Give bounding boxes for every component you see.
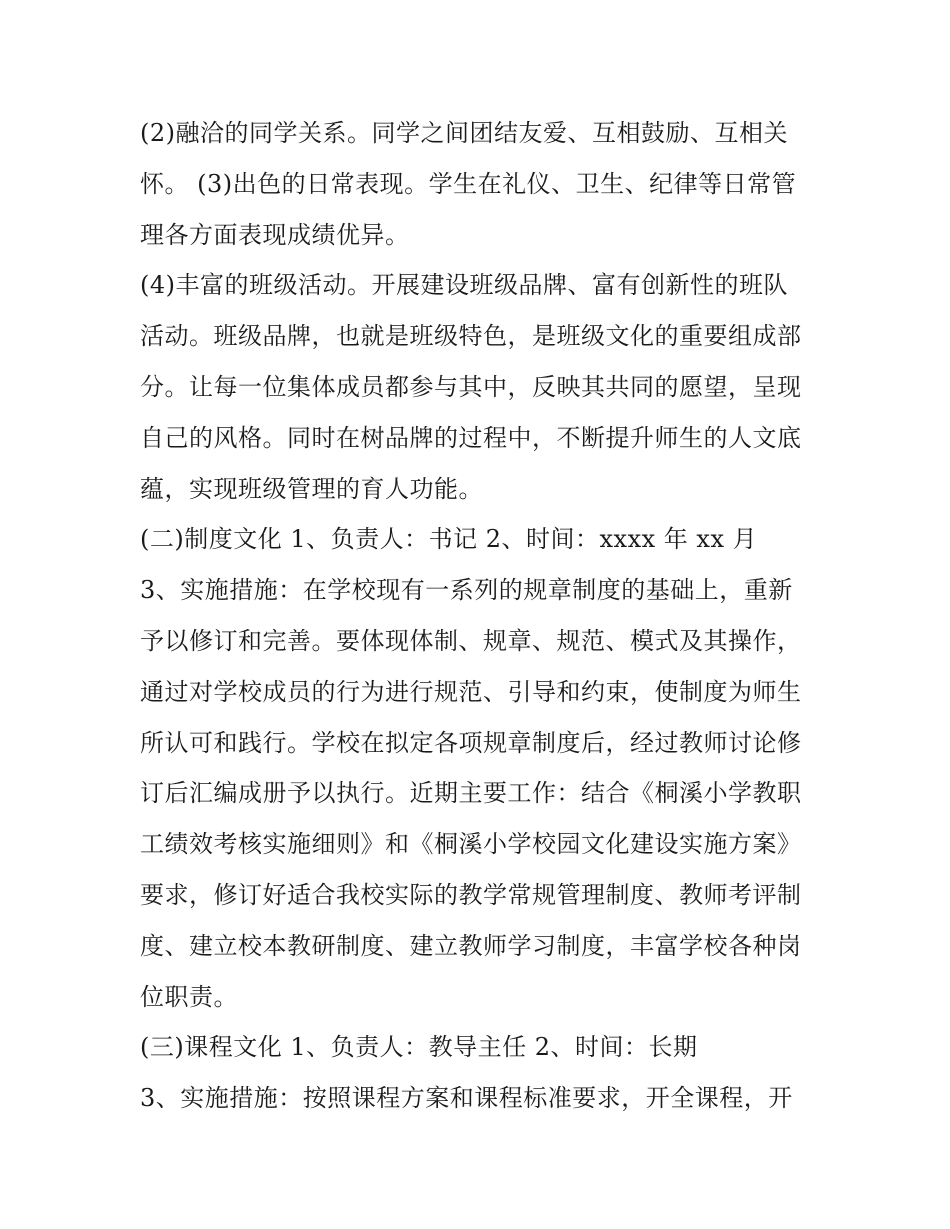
text-line: 予以修订和完善。要体现体制、规章、规范、模式及其操作， <box>140 626 802 655</box>
text-line: 怀。 (3)出色的日常表现。学生在礼仪、卫生、纪律等日常管 <box>140 169 797 198</box>
section-heading: (二)制度文化 1、负责人：书记 2、时间：xxxx 年 xx 月 <box>140 525 758 554</box>
text-line: 工绩效考核实施细则》和《桐溪小学校园文化建设实施方案》 <box>140 830 802 859</box>
text-line: 蕴，实现班级管理的育人功能。 <box>140 474 483 503</box>
text-line: 活动。班级品牌，也就是班级特色，是班级文化的重要组成部 <box>140 322 802 351</box>
text-line: 位职责。 <box>140 982 238 1011</box>
text-line: 度、建立校本教研制度、建立教师学习制度，丰富学校各种岗 <box>140 931 802 960</box>
text-line: (2)融洽的同学关系。同学之间团结友爱、互相鼓励、互相关 <box>140 119 788 147</box>
text-line: 理各方面表现成绩优异。 <box>140 220 410 249</box>
document-body <box>140 108 820 1124</box>
text-line: 3、实施措施：在学校现有一系列的规章制度的基础上，重新 <box>140 576 793 605</box>
text-line: 要求，修订好适合我校实际的教学常规管理制度、教师考评制 <box>140 880 802 909</box>
text-line: 通过对学校成员的行为进行规范、引导和约束，使制度为师生 <box>140 677 802 706</box>
text-line: 订后汇编成册予以执行。近期主要工作：结合《桐溪小学教职 <box>140 779 802 808</box>
section-heading: (三)课程文化 1、负责人：教导主任 2、时间：长期 <box>140 1033 698 1062</box>
text-line: (4)丰富的班级活动。开展建设班级品牌、富有创新性的班队 <box>140 271 788 300</box>
text-line: 3、实施措施：按照课程方案和课程标准要求，开全课程，开 <box>140 1084 793 1113</box>
text-line: 自己的风格。同时在树品牌的过程中，不断提升师生的人文底 <box>140 423 802 452</box>
text-line: 分。让每一位集体成员都参与其中，反映其共同的愿望，呈现 <box>140 372 802 401</box>
text-line: 所认可和践行。学校在拟定各项规章制度后，经过教师讨论修 <box>140 728 802 757</box>
